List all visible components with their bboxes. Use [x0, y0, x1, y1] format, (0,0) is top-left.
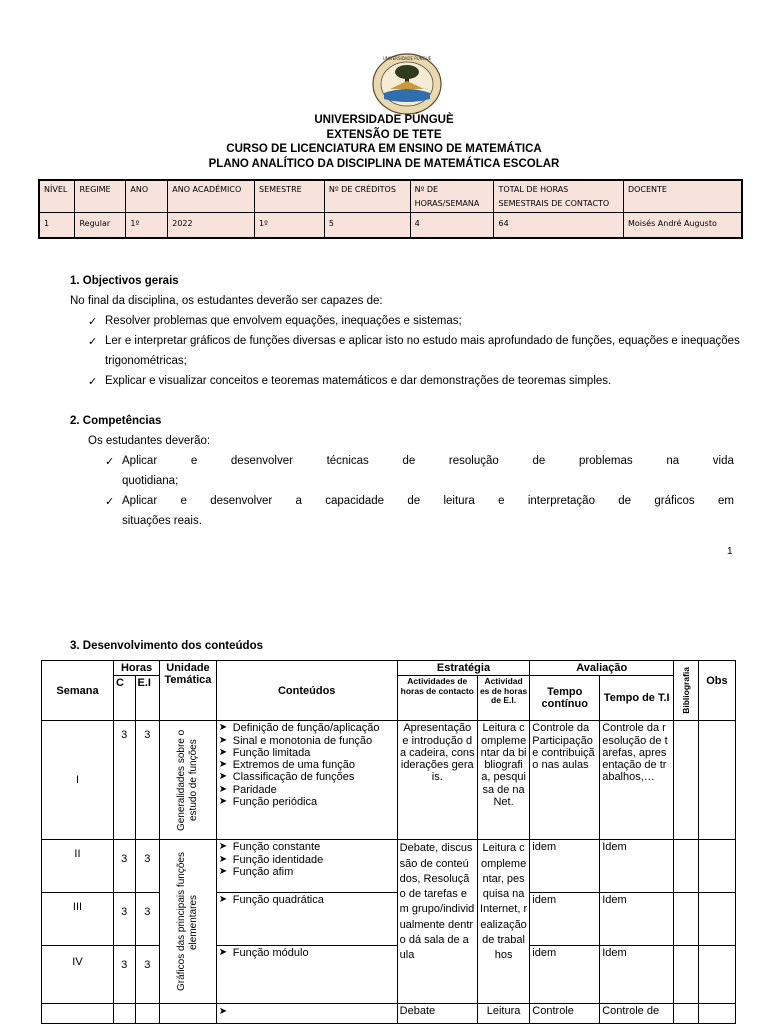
content-item: Definição de função/aplicação [232, 722, 380, 735]
section2-item [122, 455, 734, 467]
section1-title: 1. Objectivos gerais [70, 275, 179, 287]
content-plan-table [41, 660, 736, 1024]
content-item: Função limitada [232, 746, 311, 759]
arrow-bullet-icon: ➤ [218, 796, 228, 808]
header-c: C [113, 676, 135, 721]
header-obs: Obs [698, 661, 735, 721]
arrow-bullet-icon: ➤ [218, 746, 228, 758]
list-item [219, 894, 395, 906]
header-semana: Semana [42, 661, 114, 721]
section1-item: Resolver problemas que envolvem equações, inequações e sistemas; [105, 315, 462, 327]
ei-cell: 3 [135, 893, 160, 946]
table-row [42, 721, 736, 840]
info-value-cell: Regular [75, 212, 126, 238]
info-value-cell: 1 [39, 212, 75, 238]
content-item: Extremos de uma função [232, 759, 356, 772]
section1-item-cont: trigonométricas; [105, 355, 187, 367]
semana-cell: II [42, 840, 114, 893]
word: Aplicar [122, 455, 158, 467]
header-horas: Horas [113, 661, 159, 676]
word: e [190, 455, 198, 467]
word: de [402, 455, 416, 467]
arrow-bullet-icon: ➤ [218, 771, 228, 783]
header-ei: E.I [135, 676, 160, 721]
info-header-cell: ANO ACADÉMICO [168, 180, 255, 212]
section1-item: Ler e interpretar gráficos de funções diversas e aplicar isto no estudo mais aprofundado de funções, equações e inequações [105, 335, 740, 347]
plan-title: PLANO ANALÍTICO DA DISCIPLINA DE MATEMÁTICA ESCOLAR [208, 157, 560, 170]
course-name: CURSO DE LICENCIATURA EM ENSINO DE MATEMÁTICA [226, 143, 542, 155]
info-header-cell: TOTAL DE HORAS SEMESTRAIS DE CONTACTO [494, 180, 623, 212]
list-item [219, 866, 395, 878]
unidade-cell [160, 1004, 217, 1024]
tempo-ti-cell: Controle da resolução de tarefas, apresentação de trabalhos,… [600, 721, 674, 840]
arrow-bullet-icon: ➤ [218, 841, 228, 853]
info-value-cell: 1º [126, 212, 168, 238]
arrow-bullet-icon: ➤ [218, 783, 228, 795]
university-name: UNIVERSIDADE PÚNGUÈ [314, 114, 454, 126]
section1-intro: No final da disciplina, os estudantes deverão ser capazes de: [70, 295, 383, 307]
word: de [532, 455, 546, 467]
header-tempo-ti: Tempo de T.I [600, 676, 674, 721]
word: problemas [578, 455, 633, 467]
ei-cell: 3 [135, 946, 160, 1004]
info-header-cell: SEMESTRE [255, 180, 325, 212]
info-value-cell: Moisés André Augusto [623, 212, 742, 238]
word: capacidade [325, 495, 385, 507]
table-row [42, 893, 736, 946]
tempo-continuo-cell: idem [530, 840, 600, 893]
tempo-ti-cell: Idem [600, 946, 674, 1004]
bibliografia-cell [674, 840, 699, 893]
act-contacto-cell: Debate [397, 1004, 477, 1024]
semana-cell: IV [42, 946, 114, 1004]
word: leitura [443, 495, 475, 507]
extension-name: EXTENSÃO DE TETE [326, 128, 442, 141]
info-header-cell: DOCENTE [623, 180, 742, 212]
list-item [219, 747, 395, 759]
header-estrategia: Estratégia [397, 661, 530, 676]
act-contacto-cell: Debate, discussão de conteúdos, Resolução de tarefas em grupo/individualmente dentro dá sala de aula [397, 840, 477, 1004]
info-value-cell: 1º [255, 212, 325, 238]
info-header-cell: REGIME [75, 180, 126, 212]
info-value-row [39, 212, 742, 238]
bibliografia-cell [674, 721, 699, 840]
page-number: 1 [727, 546, 733, 557]
header-bibliografia [674, 661, 699, 721]
conteudos-cell [216, 721, 397, 840]
logo-text: UNIVERSIDADE PÚNGUÈ [382, 56, 432, 61]
content-item: Função constante [232, 841, 321, 854]
section2-item [122, 495, 734, 507]
info-value-cell: 4 [410, 212, 494, 238]
table-row [42, 946, 736, 1004]
bibliografia-cell [674, 893, 699, 946]
header-tempo-continuo: Tempo contínuo [530, 676, 600, 721]
header-avaliacao: Avaliação [530, 661, 674, 676]
word: em [717, 495, 734, 507]
word: e [180, 495, 187, 507]
tempo-ti-cell: Idem [600, 840, 674, 893]
arrow-bullet-icon: ➤ [218, 947, 228, 959]
arrow-bullet-icon: ➤ [218, 894, 228, 906]
word: resolução [448, 455, 499, 467]
conteudos-cell [216, 946, 397, 1004]
word: desenvolver [230, 455, 293, 467]
list-item [219, 735, 395, 747]
tempo-continuo-cell: Controle [530, 1004, 600, 1024]
list-item [219, 947, 395, 959]
word: e [498, 495, 505, 507]
tempo-continuo-cell: idem [530, 893, 600, 946]
ei-cell: 3 [135, 840, 160, 893]
word: de [407, 495, 421, 507]
obs-cell [698, 721, 735, 840]
header-conteudos: Conteúdos [216, 661, 397, 721]
check-icon: ✓ [105, 456, 115, 468]
list-item [219, 796, 395, 808]
c-cell: 3 [113, 721, 135, 840]
word: desenvolver [210, 495, 273, 507]
content-item: Sinal e monotonia de função [232, 734, 373, 747]
section1-item: Explicar e visualizar conceitos e teoremas matemáticos e dar demonstrações de teoremas simples. [105, 375, 612, 387]
info-header-cell: Nº DE CRÉDITOS [324, 180, 410, 212]
c-cell: 3 [113, 946, 135, 1004]
semana-cell [42, 1004, 114, 1024]
word: Aplicar [122, 495, 158, 507]
arrow-bullet-icon: ➤ [218, 865, 228, 877]
word: de [618, 495, 632, 507]
header-unidade: Unidade Temática [160, 661, 217, 721]
semana-cell: III [42, 893, 114, 946]
info-header-cell: NÍVEL [39, 180, 75, 212]
check-icon: ✓ [105, 496, 115, 508]
c-cell: 3 [113, 893, 135, 946]
unidade-label: Gráficos das principais funções elementares [175, 852, 199, 992]
section3-title: 3. Desenvolvimento dos conteúdos [70, 640, 263, 652]
ei-cell [135, 1004, 160, 1024]
info-header-cell: Nº DE HORAS/SEMANA [410, 180, 494, 212]
tempo-ti-cell: Controle de [600, 1004, 674, 1024]
tempo-continuo-cell: idem [530, 946, 600, 1004]
unidade-cell [160, 840, 217, 1004]
word: gráficos [654, 495, 695, 507]
obs-cell [698, 893, 735, 946]
plan-header-row [42, 661, 736, 676]
unidade-label: Generalidades sobre o estudo de funções [175, 729, 199, 831]
section2-intro: Os estudantes deverão: [88, 435, 211, 447]
tempo-ti-cell: Idem [600, 893, 674, 946]
obs-cell [698, 946, 735, 1004]
header-act-ei: Actividad es de horas de E.I. [477, 676, 529, 721]
conteudos-cell [216, 840, 397, 893]
check-icon: ✓ [88, 316, 98, 328]
arrow-bullet-icon: ➤ [218, 853, 228, 865]
arrow-bullet-icon: ➤ [218, 734, 228, 746]
university-logo [370, 53, 444, 115]
section2-title: 2. Competências [70, 415, 162, 427]
word: a [295, 495, 302, 507]
word: técnicas [326, 455, 369, 467]
bibliografia-label: Bibliografia [680, 667, 691, 715]
c-cell [113, 1004, 135, 1024]
ei-cell: 3 [135, 721, 160, 840]
info-header-row [39, 180, 742, 212]
unidade-cell [160, 721, 217, 840]
list-item [219, 759, 395, 771]
conteudos-cell [216, 893, 397, 946]
list-item [219, 722, 395, 734]
info-header-cell: ANO [126, 180, 168, 212]
act-ei-cell: Leitura [477, 1004, 529, 1024]
info-value-cell: 5 [324, 212, 410, 238]
section2-item-cont: quotidiana; [122, 475, 179, 487]
table-row [42, 840, 736, 893]
list-item [219, 841, 395, 853]
content-item: Paridade [232, 783, 277, 796]
content-item: Função quadrática [232, 894, 324, 907]
act-contacto-cell: Apresentação e introdução da cadeira, considerações gerais. [397, 721, 477, 840]
content-item: Função periódica [232, 796, 318, 809]
word: na [666, 455, 680, 467]
word: vida [712, 455, 734, 467]
list-item [219, 771, 395, 783]
table-row [42, 1004, 736, 1024]
content-item: Classificação de funções [232, 771, 355, 784]
check-icon: ✓ [88, 336, 98, 348]
act-ei-cell: Leitura complementar da bibliografia, pesquisa de na Net. [477, 721, 529, 840]
check-icon: ✓ [88, 376, 98, 388]
obs-cell [698, 840, 735, 893]
conteudos-cell [216, 1004, 397, 1024]
tempo-continuo-cell: Controle da Participação e contribuição nas aulas [530, 721, 600, 840]
content-item: Função identidade [232, 853, 324, 866]
section2-item-cont: situações reais. [122, 515, 202, 527]
act-ei-cell: Leitura complementar, pesquisa na Internet, realização de trabalhos [477, 840, 529, 1004]
list-item [219, 784, 395, 796]
word: interpretação [527, 495, 595, 507]
arrow-bullet-icon: ➤ [218, 722, 228, 734]
semana-cell: I [42, 721, 114, 840]
arrow-bullet-icon: ➤ [218, 759, 228, 771]
info-value-cell: 2022 [168, 212, 255, 238]
content-item: Função módulo [232, 947, 309, 960]
arrow-bullet-icon: ➤ [218, 1006, 228, 1018]
header-act-contacto: Actividades de horas de contacto [397, 676, 477, 721]
c-cell: 3 [113, 840, 135, 893]
bibliografia-cell [674, 946, 699, 1004]
obs-cell [698, 1004, 735, 1024]
bibliografia-cell [674, 1004, 699, 1024]
document-header [0, 113, 768, 171]
course-info-table [38, 179, 743, 239]
info-value-cell: 64 [494, 212, 623, 238]
list-item [219, 854, 395, 866]
content-item: Função afim [232, 865, 294, 878]
